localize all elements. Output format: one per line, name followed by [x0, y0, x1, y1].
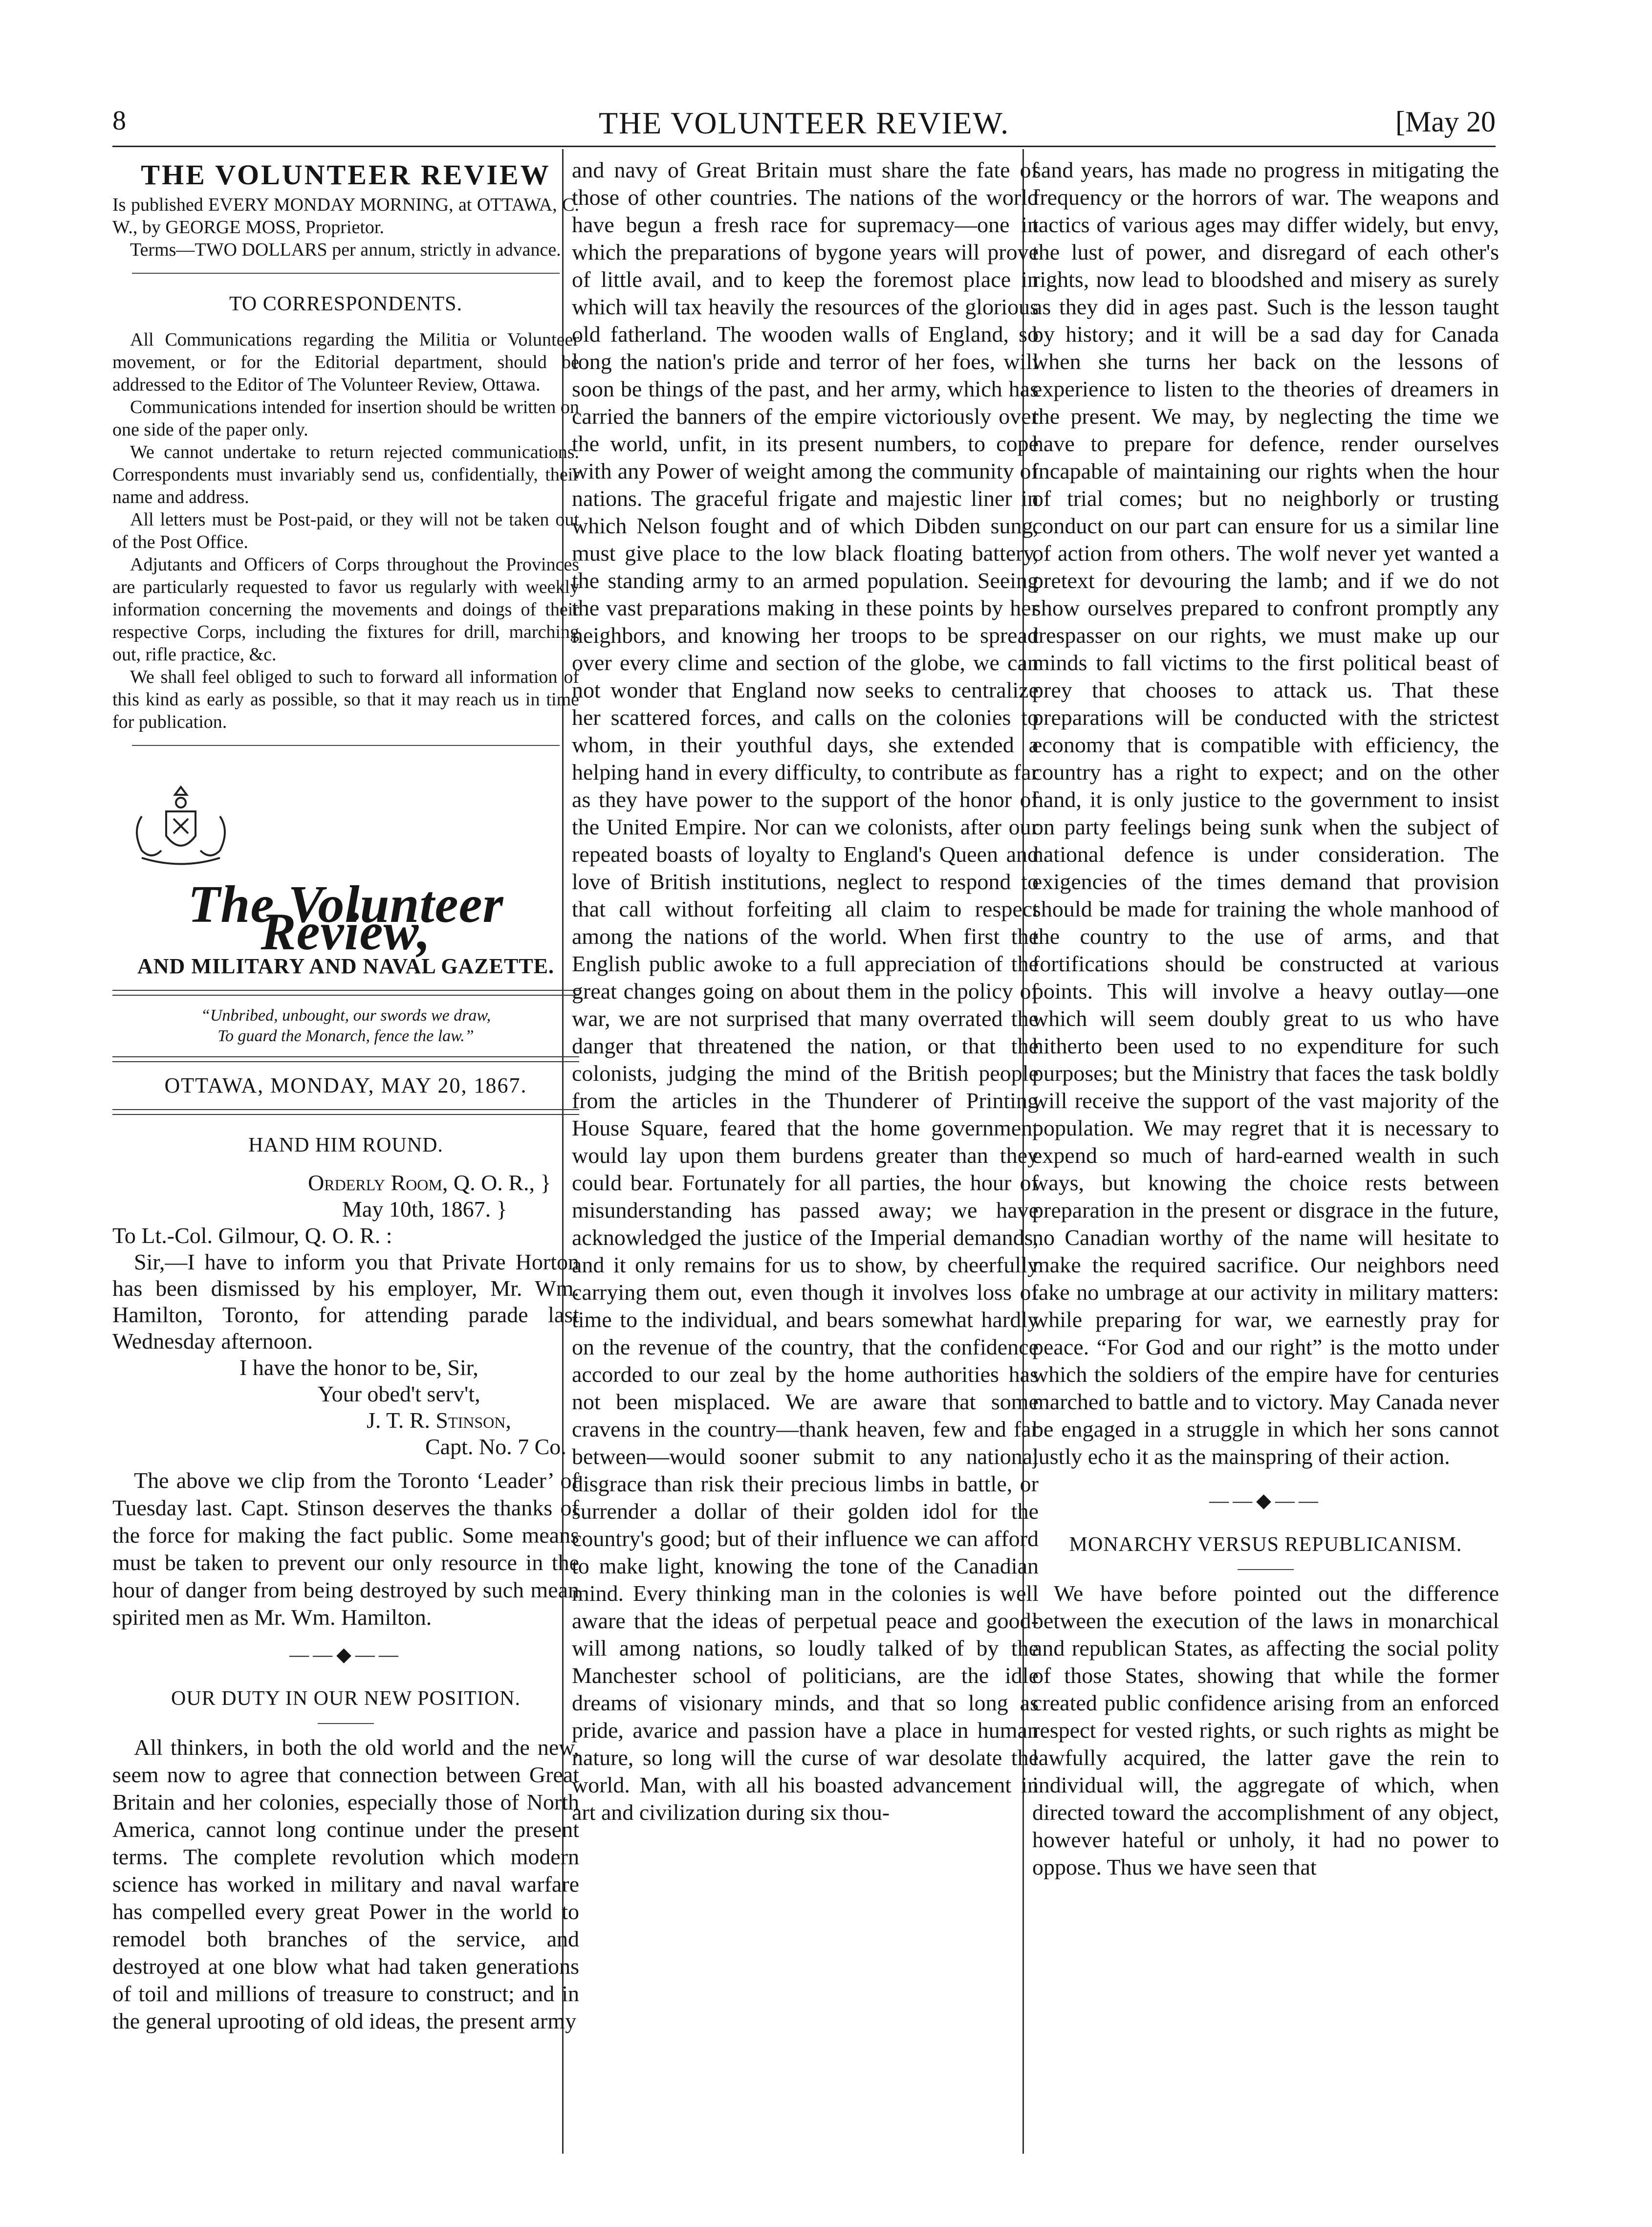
short-divider [132, 745, 560, 746]
letter-address: Orderly Room, Q. O. R., } [308, 1170, 551, 1195]
letter [112, 1170, 579, 1460]
terms: Terms—TWO DOLLARS per annum, strictly in advance. [130, 240, 561, 260]
column-1 [112, 156, 579, 2156]
masthead-title: The Volunteer Review, [188, 875, 504, 961]
running-title: THE VOLUNTEER REVIEW. [598, 106, 1010, 140]
notice-paragraph: We cannot undertake to return rejected communications. Correspondents must invariably send us, confidentially, their name and address. [112, 442, 579, 507]
publication-info: Is published EVERY MONDAY MORNING, at OTTAWA, C. W., by GEORGE MOSS, Proprietor. [112, 195, 579, 238]
letter-rank: Capt. No. 7 Co. [425, 1434, 566, 1459]
letter-closing: Your obed't serv't, [318, 1381, 480, 1406]
publication-notice [112, 194, 579, 261]
column-3 [1032, 156, 1499, 2156]
header-rule [112, 146, 1496, 147]
article-paragraph: sand years, has made no progress in mitigating the frequency or the horrors of war. The weapons and tactics of various ages may differ widely, but envy, the lust of power, and disregard of each other's rights, now lead to bloodshed and misery as surely as they did in ages past. Such is the lesson taught by history; and it will be a sad day for Canada when she turns her back on the lessons of experience to listen to the theories of dreamers in the present. We may, by neglecting the time we have to prepare for defence, render ourselves incapable of maintaining our rights when the hour of trial comes; but no neighborly or trusting conduct on our part can ensure for us a similar line of action from others. The wolf never yet wanted a pretext for devouring the lamb; and if we do not show ourselves prepared to confront promptly any trespasser on our rights, we must make up our minds to fall victims to the first political beast of prey that chooses to attack us. That these preparations will be conducted with the strictest economy that is compatible with efficiency, the country has a right to expect; and on the other hand, it is only justice to the government to insist on party feelings being sunk when the subject of national defence is under consideration. The exigencies of the times demand that provision should be made for training the whole manhood of the country to the use of arms, and that fortifications should be constructed at various points. This will involve a heavy outlay—one which will seem doubly great to us who have hitherto been used to no expenditure for such purposes; but the Ministry that faces the task boldly will receive the support of the vast majority of the population. We may regret that it is necessary to expend so much of hard-earned wealth in such ways, but knowing the choice rests between preparation in the present or disgrace in the future, no Canadian worthy of the name will hesitate to make the required sacrifice. Our neighbors need take no umbrage at our activity in military matters: while preparing for war, we earnestly pray for peace. “For God and our right” is the motto under which the soldiers of the empire have for centuries marched to battle and to victory. May Canada never be engaged in a struggle in which her sons cannot justly echo it as the mainspring of their action. [1032, 157, 1499, 1469]
notice-paragraph: Adjutants and Officers of Corps throughout the Provinces are particularly requested to favor us regularly with weekly information concerning the movements and doings of their respective Corps, including the fixtures for drill, marching out, rifle practice, &c. [112, 554, 579, 665]
short-divider [1238, 1569, 1294, 1570]
ornamental-divider: ——◆—— [289, 1643, 402, 1665]
double-rule [112, 990, 579, 996]
dateline: OTTAWA, MONDAY, MAY 20, 1867. [164, 1073, 527, 1097]
article-paragraph: All thinkers, in both the old world and the new, seem now to agree that connection between Great Britain and her colonies, especially those of North America, cannot long continue under the present terms. The complete revolution which modern science has worked in military and naval warfare has compelled every great Power in the world to remodel both branches of the service, and destroyed at one blow what had taken generations of toil and millions of treasure to construct; and in the general uprooting of old ideas, the present army [112, 1735, 579, 2033]
masthead-subtitle: AND MILITARY AND NAVAL GAZETTE. [137, 954, 554, 978]
letter-recipient: To Lt.-Col. Gilmour, Q. O. R. : [112, 1223, 392, 1248]
comment-paragraph: The above we clip from the Toronto ‘Leader’ of Tuesday last. Capt. Stinson deserves the thanks of the force for making the fact public. Some means must be taken to prevent our only resource in the hour of danger from being destroyed by such mean spirited men as Mr. Wm. Hamilton. [112, 1468, 579, 1630]
notice-paragraph: Communications intended for insertion should be written on one side of the paper only. [112, 397, 579, 440]
letter-signature: J. T. R. Stinson, [367, 1408, 511, 1433]
motto-line: To guard the Monarch, fence the law.” [217, 1027, 474, 1045]
letter-date: May 10th, 1867. } [342, 1197, 507, 1222]
article-paragraph: We have before pointed out the difference between the execution of the laws in monarchical and republican States, as affecting the social polity of those States, showing that while the former created public confidence arising from an enforced respect for vested rights, or such rights as might be lawfully acquired, the latter gave the rein to individual will, the aggregate of which, when directed toward the accomplishment of any object, however hateful or unholy, it had no power to oppose. Thus we have seen that [1032, 1581, 1499, 1879]
ornamental-divider: ——◆—— [1209, 1489, 1322, 1511]
notice-paragraph: All letters must be Post-paid, or they will not be taken out of the Post Office. [112, 509, 579, 552]
letter-body: Sir,—I have to inform you that Private Horton has been dismissed by his employer, Mr. Wm. Hamilton, Toronto, for attending parade last Wednesday afternoon. [112, 1249, 579, 1354]
correspondents-notices [112, 328, 579, 733]
short-divider [132, 273, 560, 274]
motto [112, 1005, 579, 1047]
hand-him-round-heading: HAND HIM ROUND. [248, 1134, 443, 1157]
short-divider [318, 1723, 374, 1724]
page-number: 8 [112, 106, 126, 136]
motto-line: “Unbribed, unbought, our swords we draw, [200, 1006, 491, 1025]
double-rule [112, 1109, 579, 1115]
correspondents-heading: TO CORRESPONDENTS. [229, 293, 462, 315]
royal-crest-icon [112, 777, 249, 870]
double-rule [112, 1056, 579, 1062]
column-2 [572, 156, 1039, 2156]
letter-closing: I have the honor to be, Sir, [239, 1355, 478, 1380]
publication-title: THE VOLUNTEER REVIEW [141, 159, 551, 191]
duty-heading: OUR DUTY IN OUR NEW POSITION. [171, 1687, 521, 1710]
monarchy-heading: MONARCHY VERSUS REPUBLICANISM. [1069, 1533, 1462, 1556]
article-paragraph: and navy of Great Britain must share the fate of those of other countries. The nations of the world have begun a fresh race for supremacy—one in which the preparations of bygone years will prove of little avail, and to keep the foremost place in which will tax heavily the resources of the glorious old fatherland. The wooden walls of England, so long the nation's pride and terror of her foes, will soon be things of the past, and her army, which has carried the banners of the empire victoriously over the world, unfit, in its present numbers, to cope with any Power of weight among the community of nations. The graceful frigate and majestic liner in which Nelson fought and of which Dibden sung, must give place to the low black floating battery, the standing army to an armed population. Seeing the vast preparations making in these points by her neighbors, and knowing her troops to be spread over every clime and section of the globe, we can not wonder that England now seeks to centralize her scattered forces, and calls on the colonies to whom, in their youthful days, she extended a helping hand in every difficulty, to contribute as far as they have power to the support of the honor of the United Empire. Nor can we colonists, after our repeated boasts of loyalty to England's Queen and love of British institutions, neglect to respond to that call without forfeiting all claim to respect among the nations of the world. When first the English public awoke to a full appreciation of the great changes going on about them in the policy of war, we are not surprised that many overrated the danger that threatened the nation, or that the colonists, judging the mind of the British people from the articles in the Thunderer of Printing House Square, feared that the home government would lay upon them burdens greater than they could bear. Fortunately for all parties, the hour of misunderstanding has passed away; we have acknowledged the justice of the Imperial demands, and it only remains for us to show, by cheerfully carrying them out, even though it involves loss of time to the individual, and bears somewhat hardly on the revenue of the country, that the confidence accorded to our zeal by the home authorities has not been misplaced. We are aware that some cravens in the country—thank heaven, few and far between—would sooner submit to any national disgrace than risk their precious limbs in battle, or surrender a dollar of their golden idol for the country's good; but of their influence we can afford to make light, knowing the tone of the Canadian mind. Every thinking man in the colonies is well aware that the ideas of perpetual peace and good-will among nations, so loudly talked of by the Manchester school of politicians, are the idle dreams of visionary minds, and that so long as pride, avarice and passion have a place in human nature, so long will the curse of war desolate the world. Man, with all his boasted advancement in art and civilization during six thou- [572, 157, 1039, 1825]
page-header [112, 105, 1496, 147]
notice-paragraph: We shall feel obliged to such to forward all information of this kind as early as possible, so that it may reach us in time for publication. [112, 667, 579, 732]
notice-paragraph: All Communications regarding the Militia or Volunteer movement, or for the Editorial department, should be addressed to the Editor of The Volunteer Review, Ottawa. [112, 329, 579, 395]
running-date: [May 20 [1395, 106, 1496, 138]
